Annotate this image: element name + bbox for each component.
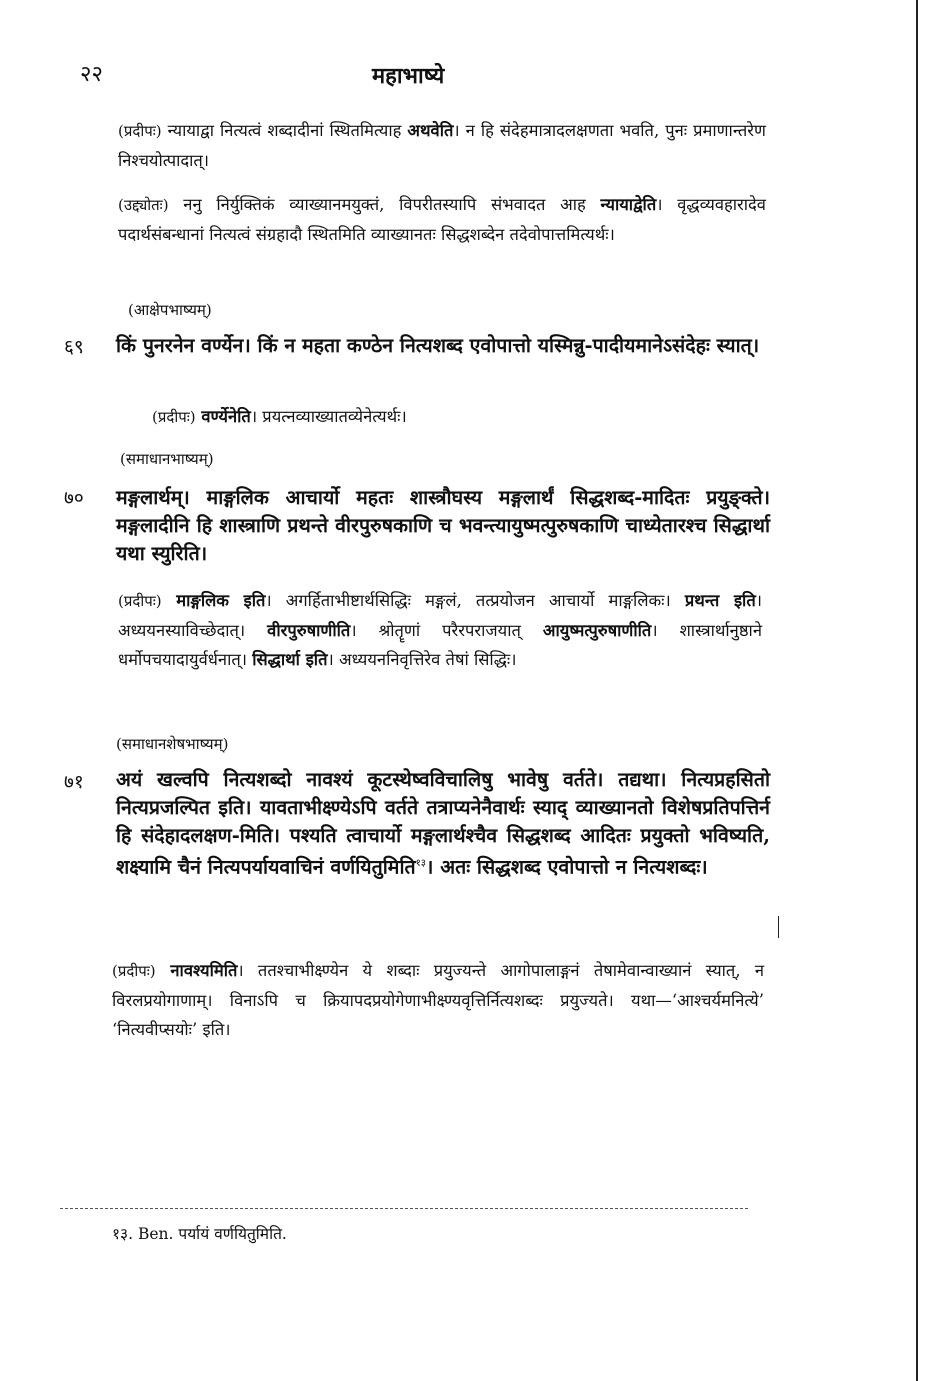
commentary-text: । श्रोतॄणां परैरपराजयात्: [350, 621, 543, 640]
pradipa-commentary-1: [118, 116, 766, 175]
commentary-label: (प्रदीपः): [152, 408, 196, 426]
section-heading-samadhana-sesa: (समाधानशेषभाष्यम्): [116, 735, 229, 753]
commentary-text: । प्रयत्नव्याख्यातव्येनेत्यर्थः।: [250, 407, 407, 426]
bhasya-71: [116, 766, 770, 882]
running-head: महाभाष्ये: [372, 63, 445, 89]
footnote-rule: [60, 1208, 748, 1209]
commentary-label: (प्रदीपः): [112, 962, 156, 980]
bhasya-text: । अतः सिद्धशब्द एवोपात्तो न नित्यशब्दः।: [426, 855, 708, 879]
commentary-text: ननु निर्युक्तिकं व्याख्यानमयुक्तं, विपरीतस्यापि संभवादत आह: [168, 195, 601, 214]
commentary-lemma: आयुष्मत्पुरुषाणीति: [542, 621, 652, 640]
commentary-lemma: माङ्गलिक इति: [161, 591, 266, 610]
commentary-text: । ततश्चाभीक्ष्ण्येन ये शब्दाः प्रयुज्यन्ते आगोपालाङ्गनं तेषामेवान्वाख्यानं स्यात्, न विरलप्रयोगाणाम्। विनाऽपि च क्रियापदप्रयोगेणाभीक्ष्ण्यवृत्तिर्नित्यशब्दः प्रयुज्यते। यथा—‘आश्चर्यमनित्ये’ ‘नित्यवीप्सयोः’ इति।: [112, 961, 764, 1039]
commentary-lemma: सिद्धार्था इति: [252, 650, 328, 669]
footnote-text: Ben. पर्यायं वर्णयितुमिति.: [133, 1225, 287, 1243]
section-number-69: ६९: [64, 336, 84, 358]
commentary-text: । अगर्हिताभीष्टार्थसिद्धिः मङ्गलं, तत्प्रयोजन आचार्यो माङ्गलिकः।: [265, 591, 685, 610]
commentary-text: । अध्ययननिवृत्तिरेव तेषां सिद्धिः।: [327, 650, 517, 669]
footnote-marker: १३: [415, 858, 427, 869]
footnote: [112, 1222, 287, 1244]
uddyota-commentary: [118, 190, 766, 249]
pradipa-commentary-3: [118, 586, 762, 674]
commentary-text: । न हि संदेहमात्रादलक्षणता भवति, पुनः प्रमाणान्तरेण निश्चयोत्पादात्।: [118, 121, 766, 170]
commentary-label: (उद्द्योतः): [118, 196, 169, 214]
section-heading-samadhana: (समाधानभाष्यम्): [120, 450, 214, 468]
commentary-lemma: अथवेति: [407, 121, 454, 140]
scan-edge-line: [916, 0, 918, 1381]
bhasya-text: अयं खल्वपि नित्यशब्दो नावश्यं कूटस्थेष्वविचालिषु भावेषु वर्तते। तद्यथा। नित्यप्रहसितो नित्यप्रजल्पित इति। यावताभीक्ष्ण्येऽपि वर्तते तत्राप्यनेनैवार्थः स्याद् व्याख्यानतो विशेषप्रतिपत्तिर्न हि संदेहादलक्षण-मिति। पश्यति त्वाचार्यो मङ्गलार्थश्चैव सिद्धशब्द आदितः प्रयुक्तो भविष्यति, शक्ष्यामि चैनं नित्यपर्यायवाचिनं वर्णयितुमिति: [116, 768, 770, 879]
commentary-text: । शास्त्रार्थानुष्ठाने धर्मोपचयादायुर्वर्धनात्।: [118, 621, 762, 669]
commentary-text: न्यायाद्वा नित्यत्वं शब्दादीनां स्थितमित्याह: [161, 121, 408, 140]
scan-mark: [778, 916, 779, 938]
commentary-lemma: नावश्यमिति: [155, 961, 238, 980]
commentary-lemma: न्यायाद्वेति: [600, 195, 657, 214]
commentary-lemma: वीरपुरुषाणीति: [267, 621, 351, 640]
section-number-70: ७०: [64, 487, 84, 509]
section-number-71: ७१: [64, 771, 84, 793]
page-number: २२: [80, 62, 103, 87]
section-heading-aksepa: (आक्षेपभाष्यम्): [128, 301, 212, 319]
footnote-number: १३.: [112, 1225, 134, 1243]
commentary-text: । वृद्धव्यवहारादेव पदार्थसंबन्धानां नित्यत्वं संग्रहादौ स्थितमिति व्याख्यानतः सिद्धशब्देन तदेवोपात्तमित्यर्थः।: [118, 195, 766, 244]
bhasya-69: किं पुनरनेन वर्ण्येन। किं न महता कण्ठेन नित्यशब्द एवोपात्तो यस्मिन्नु-पादीयमानेऽसंदेहः स्यात्।: [116, 334, 760, 357]
commentary-lemma: वर्ण्येनेति: [195, 407, 251, 426]
bhasya-70: मङ्गलार्थम्। माङ्गलिक आचार्यो महतः शास्त्रौघस्य मङ्गलार्थं सिद्धशब्द-मादितः प्रयुङ्क्ते। मङ्गलादीनि हि शास्त्राणि प्रथन्ते वीरपुरुषकाणि च भवन्त्यायुष्मत्पुरुषकाणि चाध्येतारश्च सिद्धार्था यथा स्युरिति।: [116, 486, 770, 565]
pradipa-commentary-2: [152, 402, 752, 432]
commentary-label: (प्रदीपः): [118, 592, 162, 610]
commentary-lemma: प्रथन्त इति: [684, 591, 756, 610]
pradipa-commentary-4: [112, 956, 764, 1044]
commentary-label: (प्रदीपः): [118, 122, 162, 140]
commentary-text: । अध्ययनस्याविच्छेदात्।: [118, 591, 762, 640]
